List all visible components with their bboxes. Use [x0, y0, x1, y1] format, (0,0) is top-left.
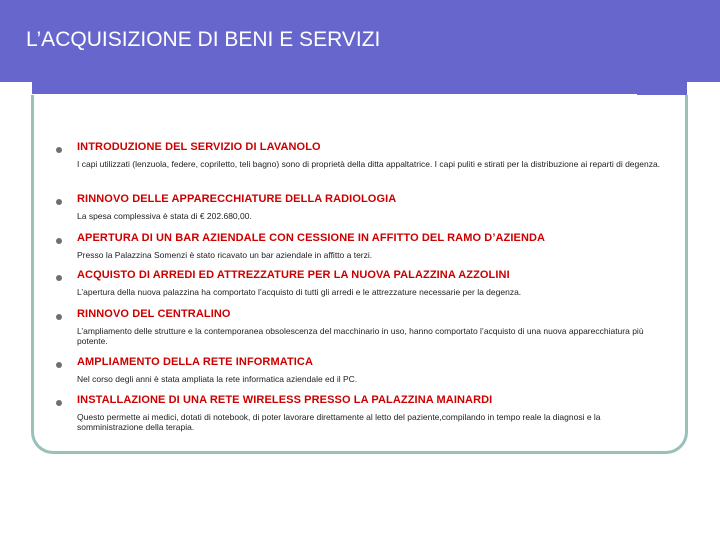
- bullet-icon: [56, 400, 62, 406]
- slide-title: L’ACQUISIZIONE DI BENI E SERVIZI: [26, 28, 381, 51]
- item-description: L’apertura della nuova palazzina ha comportato l’acquisto di tutti gli arredi e le attrezzature necessarie per la degenza.: [77, 287, 522, 297]
- item-heading: RINNOVO DEL CENTRALINO: [77, 308, 231, 320]
- title-bar: [0, 0, 720, 82]
- bullet-icon: [56, 314, 62, 320]
- item-heading: INSTALLAZIONE DI UNA RETE WIRELESS PRESSO LA PALAZZINA MAINARDI: [77, 394, 493, 406]
- item-heading: AMPLIAMENTO DELLA RETE INFORMATICA: [77, 356, 314, 368]
- bullet-icon: [56, 275, 62, 281]
- bullet-icon: [56, 199, 62, 205]
- item-heading: RINNOVO DELLE APPARECCHIATURE DELLA RADIOLOGIA: [77, 193, 397, 205]
- bullet-icon: [56, 147, 62, 153]
- bullet-icon: [56, 362, 62, 368]
- bullet-icon: [56, 238, 62, 244]
- item-heading: ACQUISTO DI ARREDI ED ATTREZZATURE PER LA NUOVA PALAZZINA AZZOLINI: [77, 269, 510, 281]
- item-description: I capi utilizzati (lenzuola, federe, copriletto, teli bagno) sono di proprietà della ditta appaltatrice. I capi puliti e stirati per la distribuzione ai reparti di degenza.: [77, 159, 661, 169]
- item-description: Questo permette ai medici, dotati di notebook, di poter lavorare direttamente al letto del paziente,compilando in tempo reale la diagnosi e la somministrazione della terapia.: [77, 412, 601, 432]
- item-description: Presso la Palazzina Somenzi è stato ricavato un bar aziendale in affitto a terzi.: [77, 250, 373, 260]
- item-description: L’ampliamento delle strutture e la contemporanea obsolescenza del macchinario in uso, hanno comportato l’acquisto di una nuova apparecchiatura più potente.: [77, 326, 644, 346]
- item-description: La spesa complessiva è stata di € 202.680,00.: [77, 211, 252, 221]
- item-description: Nel corso degli anni è stata ampliata la rete informatica aziendale ed il PC.: [77, 374, 358, 384]
- item-heading: INTRODUZIONE DEL SERVIZIO DI LAVANOLO: [77, 141, 321, 153]
- item-heading: APERTURA DI UN BAR AZIENDALE CON CESSIONE IN AFFITTO DEL RAMO D’AZIENDA: [77, 232, 546, 244]
